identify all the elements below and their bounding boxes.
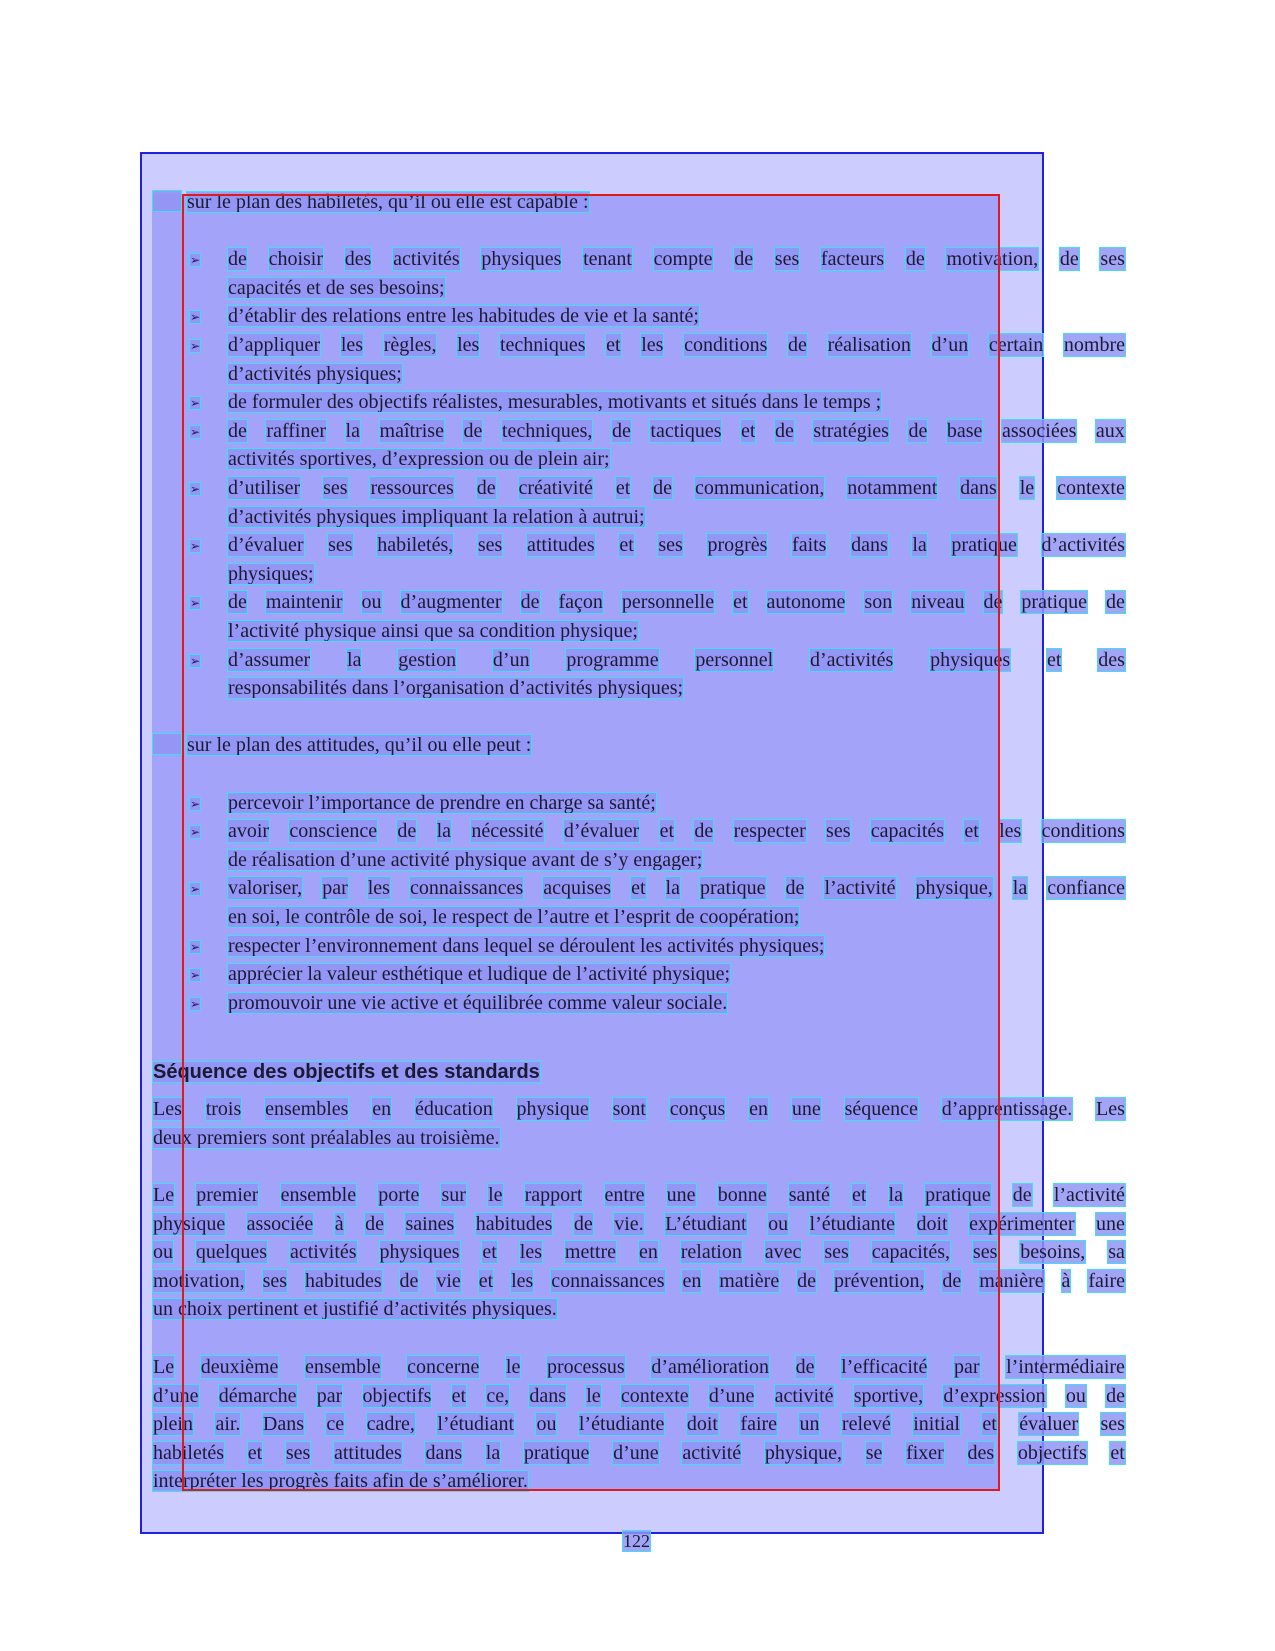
arrow-bullet-icon: ➢ xyxy=(189,882,201,897)
arrow-bullet-icon: ➢ xyxy=(189,539,201,554)
section_attitudes-item: apprécier la valeur esthétique et ludique de l’activité physique; xyxy=(228,963,731,986)
paragraph-line: physique associée à de saines habitudes de vie. L’étudiant ou l’étudiante doit expérimenter une xyxy=(153,1212,1125,1235)
section_attitudes-item: promouvoir une vie active et équilibrée comme valeur sociale. xyxy=(228,991,728,1014)
section_attitudes-item: respecter l’environnement dans lequel se déroulent les activités physiques; xyxy=(228,934,825,957)
arrow-bullet-icon: ➢ xyxy=(189,996,201,1011)
arrow-bullet-icon: ➢ xyxy=(189,310,201,325)
section_attitudes-item: en soi, le contrôle de soi, le respect de l’autre et l’esprit de coopération; xyxy=(228,906,800,928)
page-number: 122 xyxy=(623,1531,650,1551)
section_habiletes-item: capacités et de ses besoins; xyxy=(228,276,445,299)
arrow-bullet-icon: ➢ xyxy=(189,968,201,983)
section_habiletes-item: d’évaluer ses habiletés, ses attitudes et ses progrès faits dans la pratique d’activités xyxy=(228,534,1125,557)
paragraph-line: ou quelques activités physiques et les mettre en relation avec ses capacités, ses besoins, sa xyxy=(153,1241,1125,1264)
paragraph-line: Les trois ensembles en éducation physique sont conçus en une séquence d’apprentissage. Les xyxy=(153,1098,1125,1120)
section_attitudes-intro: sur le plan des attitudes, qu’il ou elle peut : xyxy=(187,734,532,757)
section_habiletes-item: d’activités physiques impliquant la relation à autrui; xyxy=(228,505,645,528)
paragraph-line: Le premier ensemble porte sur le rapport entre une bonne santé et la pratique de l’activité xyxy=(153,1184,1125,1206)
arrow-bullet-icon: ➢ xyxy=(189,653,201,668)
arrow-bullet-icon: ➢ xyxy=(189,939,201,954)
arrow-bullet-icon: ➢ xyxy=(189,482,201,496)
arrow-bullet-icon: ➢ xyxy=(189,596,201,611)
section_habiletes-item: de raffiner la maîtrise de techniques, de tactiques et de stratégies de base associées aux xyxy=(228,419,1125,442)
paragraph-line: un choix pertinent et justifié d’activités physiques. xyxy=(153,1298,557,1321)
arrow-bullet-icon: ➢ xyxy=(189,796,201,811)
section_habiletes-item: de maintenir ou d’augmenter de façon personnelle et autonome son niveau de pratique de xyxy=(228,591,1125,614)
dash-bullet-icon xyxy=(152,733,182,755)
paragraph-line: habiletés et ses attitudes dans la pratique d’une activité physique, se fixer des objectifs et xyxy=(153,1441,1125,1464)
paragraph-line: Le deuxième ensemble concerne le processus d’amélioration de l’efficacité par l’intermédiaire xyxy=(153,1356,1125,1378)
paragraph-line: motivation, ses habitudes de vie et les connaissances en matière de prévention, de manière à faire xyxy=(153,1269,1125,1292)
dash-bullet-icon xyxy=(152,190,182,212)
arrow-bullet-icon: ➢ xyxy=(189,396,201,411)
section_habiletes-item: d’appliquer les règles, les techniques et les conditions de réalisation d’un certain nombre xyxy=(228,334,1125,356)
arrow-bullet-icon: ➢ xyxy=(189,253,201,268)
paragraph-line: plein air. Dans ce cadre, l’étudiant ou l’étudiante doit faire un relevé initial et évaluer ses xyxy=(153,1413,1125,1436)
section_attitudes-item: valoriser, par les connaissances acquises et la pratique de l’activité physique, la confiance xyxy=(228,877,1125,900)
section_habiletes-item: responsabilités dans l’organisation d’activités physiques; xyxy=(228,677,684,700)
section_habiletes-item: de choisir des activités physiques tenant compte de ses facteurs de motivation, de ses xyxy=(228,248,1125,271)
paragraph-line: interpréter les progrès faits afin de s’améliorer. xyxy=(153,1470,528,1493)
section_habiletes-item: activités sportives, d’expression ou de plein air; xyxy=(228,448,610,471)
paragraph-line: deux premiers sont préalables au troisième. xyxy=(153,1126,500,1149)
section_habiletes-item: l’activité physique ainsi que sa condition physique; xyxy=(228,620,638,642)
arrow-bullet-icon: ➢ xyxy=(189,424,201,439)
section_attitudes-item: avoir conscience de la nécessité d’évaluer et de respecter ses capacités et les conditions xyxy=(228,820,1125,843)
section_habiletes-item: de formuler des objectifs réalistes, mesurables, motivants et situés dans le temps ; xyxy=(228,391,882,414)
paragraph-line: d’une démarche par objectifs et ce, dans le contexte d’une activité sportive, d’expression ou de xyxy=(153,1384,1125,1407)
section_attitudes-item: de réalisation d’une activité physique avant de s’y engager; xyxy=(228,848,703,871)
section_habiletes-item: physiques; xyxy=(228,562,314,585)
section_habiletes-intro: sur le plan des habiletés, qu’il ou elle est capable : xyxy=(187,191,589,213)
section_habiletes-item: d’utiliser ses ressources de créativité et de communication, notamment dans le contexte xyxy=(228,477,1125,499)
section_habiletes-item: d’assumer la gestion d’un programme personnel d’activités physiques et des xyxy=(228,648,1125,671)
section_habiletes-item: d’activités physiques; xyxy=(228,362,402,385)
section-heading: Séquence des objectifs et des standards xyxy=(153,1061,540,1083)
arrow-bullet-icon: ➢ xyxy=(189,825,201,840)
section_attitudes-item: percevoir l’importance de prendre en charge sa santé; xyxy=(228,791,656,814)
arrow-bullet-icon: ➢ xyxy=(189,339,201,353)
section_habiletes-item: d’établir des relations entre les habitudes de vie et la santé; xyxy=(228,305,699,328)
